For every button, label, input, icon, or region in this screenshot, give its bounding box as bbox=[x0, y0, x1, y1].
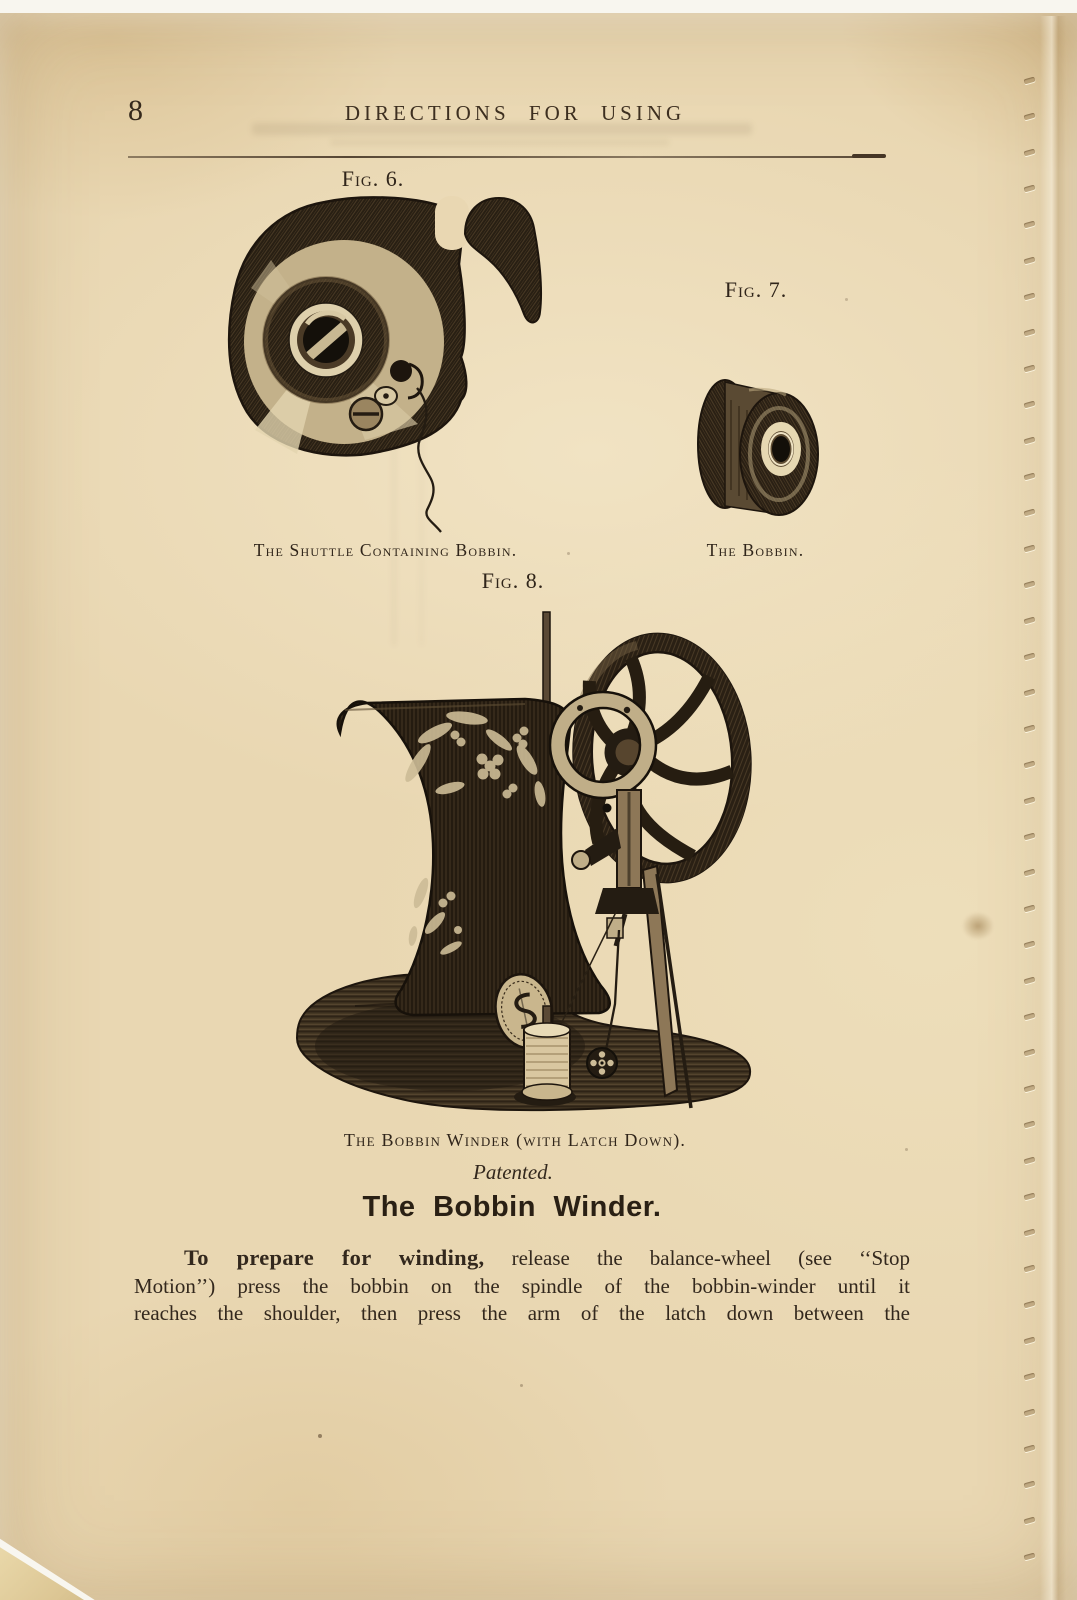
paragraph-line-1-rest: release the balance-wheel (see ‘‘Stop bbox=[484, 1246, 910, 1270]
paper-stain bbox=[962, 912, 994, 940]
showthrough-ghost-text2 bbox=[330, 139, 670, 146]
body-paragraph bbox=[134, 1244, 910, 1328]
needle-bar-rod bbox=[543, 612, 550, 708]
bobbin-center-hole bbox=[772, 436, 790, 462]
perforation-strip bbox=[1018, 78, 1040, 1598]
shuttle-notch bbox=[435, 196, 469, 250]
paper-speck bbox=[845, 298, 848, 301]
fig8-bobbin-winder-engraving bbox=[285, 598, 800, 1120]
fig6-shuttle-engraving bbox=[213, 192, 573, 544]
paragraph-line-1 bbox=[134, 1244, 910, 1273]
paper-speck bbox=[318, 1434, 322, 1438]
fig8-label: Fig. 8. bbox=[481, 568, 545, 593]
winder-foot bbox=[595, 888, 659, 914]
scan-top-edge bbox=[0, 6, 1077, 13]
section-title: The Bobbin Winder. bbox=[362, 1191, 662, 1223]
latch-knob bbox=[390, 360, 412, 382]
fig8-subcaption: Patented. bbox=[473, 1160, 553, 1184]
fig6-caption: The Shuttle Containing Bobbin. bbox=[253, 540, 518, 560]
fig6-label: Fig. 6. bbox=[341, 166, 405, 191]
paragraph-line-2: Motion’’) press the bobbin on the spindle of the bobbin-winder until it bbox=[134, 1273, 910, 1298]
paper-sheet bbox=[0, 6, 1077, 1600]
header-rule bbox=[128, 156, 858, 158]
paper-speck bbox=[520, 1384, 523, 1387]
dog-ear-fold-corner bbox=[0, 1522, 104, 1600]
paper-speck bbox=[567, 552, 570, 555]
running-header: DIRECTIONS FOR USING bbox=[344, 101, 686, 125]
fig7-caption: The Bobbin. bbox=[706, 540, 805, 560]
paragraph-lead-bold: To prepare for winding, bbox=[184, 1245, 485, 1270]
fig7-bobbin-engraving bbox=[691, 360, 821, 530]
winder-pulley bbox=[587, 1048, 617, 1078]
paper-speck bbox=[905, 1148, 908, 1151]
right-edge-crease bbox=[1040, 16, 1066, 1600]
fig8-caption: The Bobbin Winder (with Latch Down). bbox=[343, 1130, 687, 1150]
header-rule-end-dash bbox=[852, 154, 886, 158]
page-number: 8 bbox=[128, 94, 144, 127]
fig7-label: Fig. 7. bbox=[724, 277, 788, 302]
paragraph-line-3: reaches the shoulder, then press the arm of the latch down between the bbox=[134, 1301, 910, 1325]
latch-thumb-knob bbox=[572, 851, 590, 869]
machine-arm bbox=[338, 699, 610, 1015]
shuttle-hook bbox=[465, 198, 541, 322]
